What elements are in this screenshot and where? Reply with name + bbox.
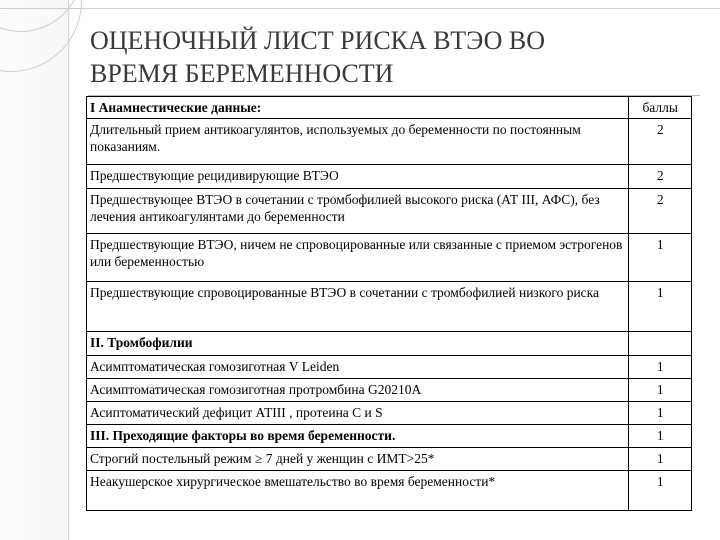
row-points: 1 bbox=[629, 471, 692, 511]
table-row bbox=[87, 189, 692, 234]
row-points: 1 bbox=[629, 379, 692, 402]
row-text: Асимптоматическая гомозиготная протромбина G20210A bbox=[87, 379, 629, 402]
table-row bbox=[87, 356, 692, 379]
row-points: 1 bbox=[629, 282, 692, 332]
table-row bbox=[87, 379, 692, 402]
row-points: 2 bbox=[629, 165, 692, 189]
slide-side-decoration bbox=[0, 0, 70, 540]
section-2-title: II. Тромбофилии bbox=[87, 332, 629, 356]
section-header-row bbox=[87, 332, 692, 356]
table-row bbox=[87, 165, 692, 189]
row-text: Асиптоматический дефицит АТIII , протеина С и S bbox=[87, 402, 629, 425]
table-row bbox=[87, 119, 692, 165]
row-text: Неакушерское хирургическое вмешательство во время беременности* bbox=[87, 471, 629, 511]
table-row bbox=[87, 471, 692, 511]
row-points: 1 bbox=[629, 402, 692, 425]
row-points: 2 bbox=[629, 119, 692, 165]
row-points: 1 bbox=[629, 425, 692, 448]
section-1-title: I Анамнестические данные: bbox=[87, 97, 629, 119]
table-row bbox=[87, 402, 692, 425]
row-text: Строгий постельный режим ≥ 7 дней у женщин с ИМТ>25* bbox=[87, 448, 629, 471]
risk-score-table bbox=[86, 96, 692, 511]
row-text: Предшествующие спровоцированные ВТЭО в сочетании с тромбофилией низкого риска bbox=[87, 282, 629, 332]
slide-frame-line bbox=[68, 0, 69, 540]
table-row bbox=[87, 282, 692, 332]
row-points: 1 bbox=[629, 356, 692, 379]
slide-frame-line bbox=[0, 8, 720, 9]
table-row bbox=[87, 448, 692, 471]
slide-title bbox=[90, 24, 700, 90]
section-header-row bbox=[87, 425, 692, 448]
title-line-1: ОЦЕНОЧНЫЙ ЛИСТ РИСКА ВТЭО ВО bbox=[90, 26, 546, 55]
points-column-header: баллы bbox=[629, 97, 692, 119]
row-text: Предшествующие рецидивирующие ВТЭО bbox=[87, 165, 629, 189]
row-text: Предшествующие ВТЭО, ничем не спровоцированные или связанные с приемом эстрогенов или беременностью bbox=[87, 234, 629, 282]
row-points: 1 bbox=[629, 234, 692, 282]
table-row bbox=[87, 234, 692, 282]
row-text: Асимптоматическая гомозиготная V Leiden bbox=[87, 356, 629, 379]
row-points: 1 bbox=[629, 448, 692, 471]
title-line-2: ВРЕМЯ БЕРЕМЕННОСТИ bbox=[90, 59, 394, 88]
row-text: Предшествующее ВТЭО в сочетании с тромбофилией высокого риска (АТ III, АФС), без лечения антикоагулянтами до беременности bbox=[87, 189, 629, 234]
section-3-title: III. Преходящие факторы во время беременности. bbox=[87, 425, 629, 448]
row-points: 2 bbox=[629, 189, 692, 234]
table-header-row bbox=[87, 97, 692, 119]
row-points bbox=[629, 332, 692, 356]
row-text: Длительный прием антикоагулянтов, используемых до беременности по постоянным показаниям. bbox=[87, 119, 629, 165]
